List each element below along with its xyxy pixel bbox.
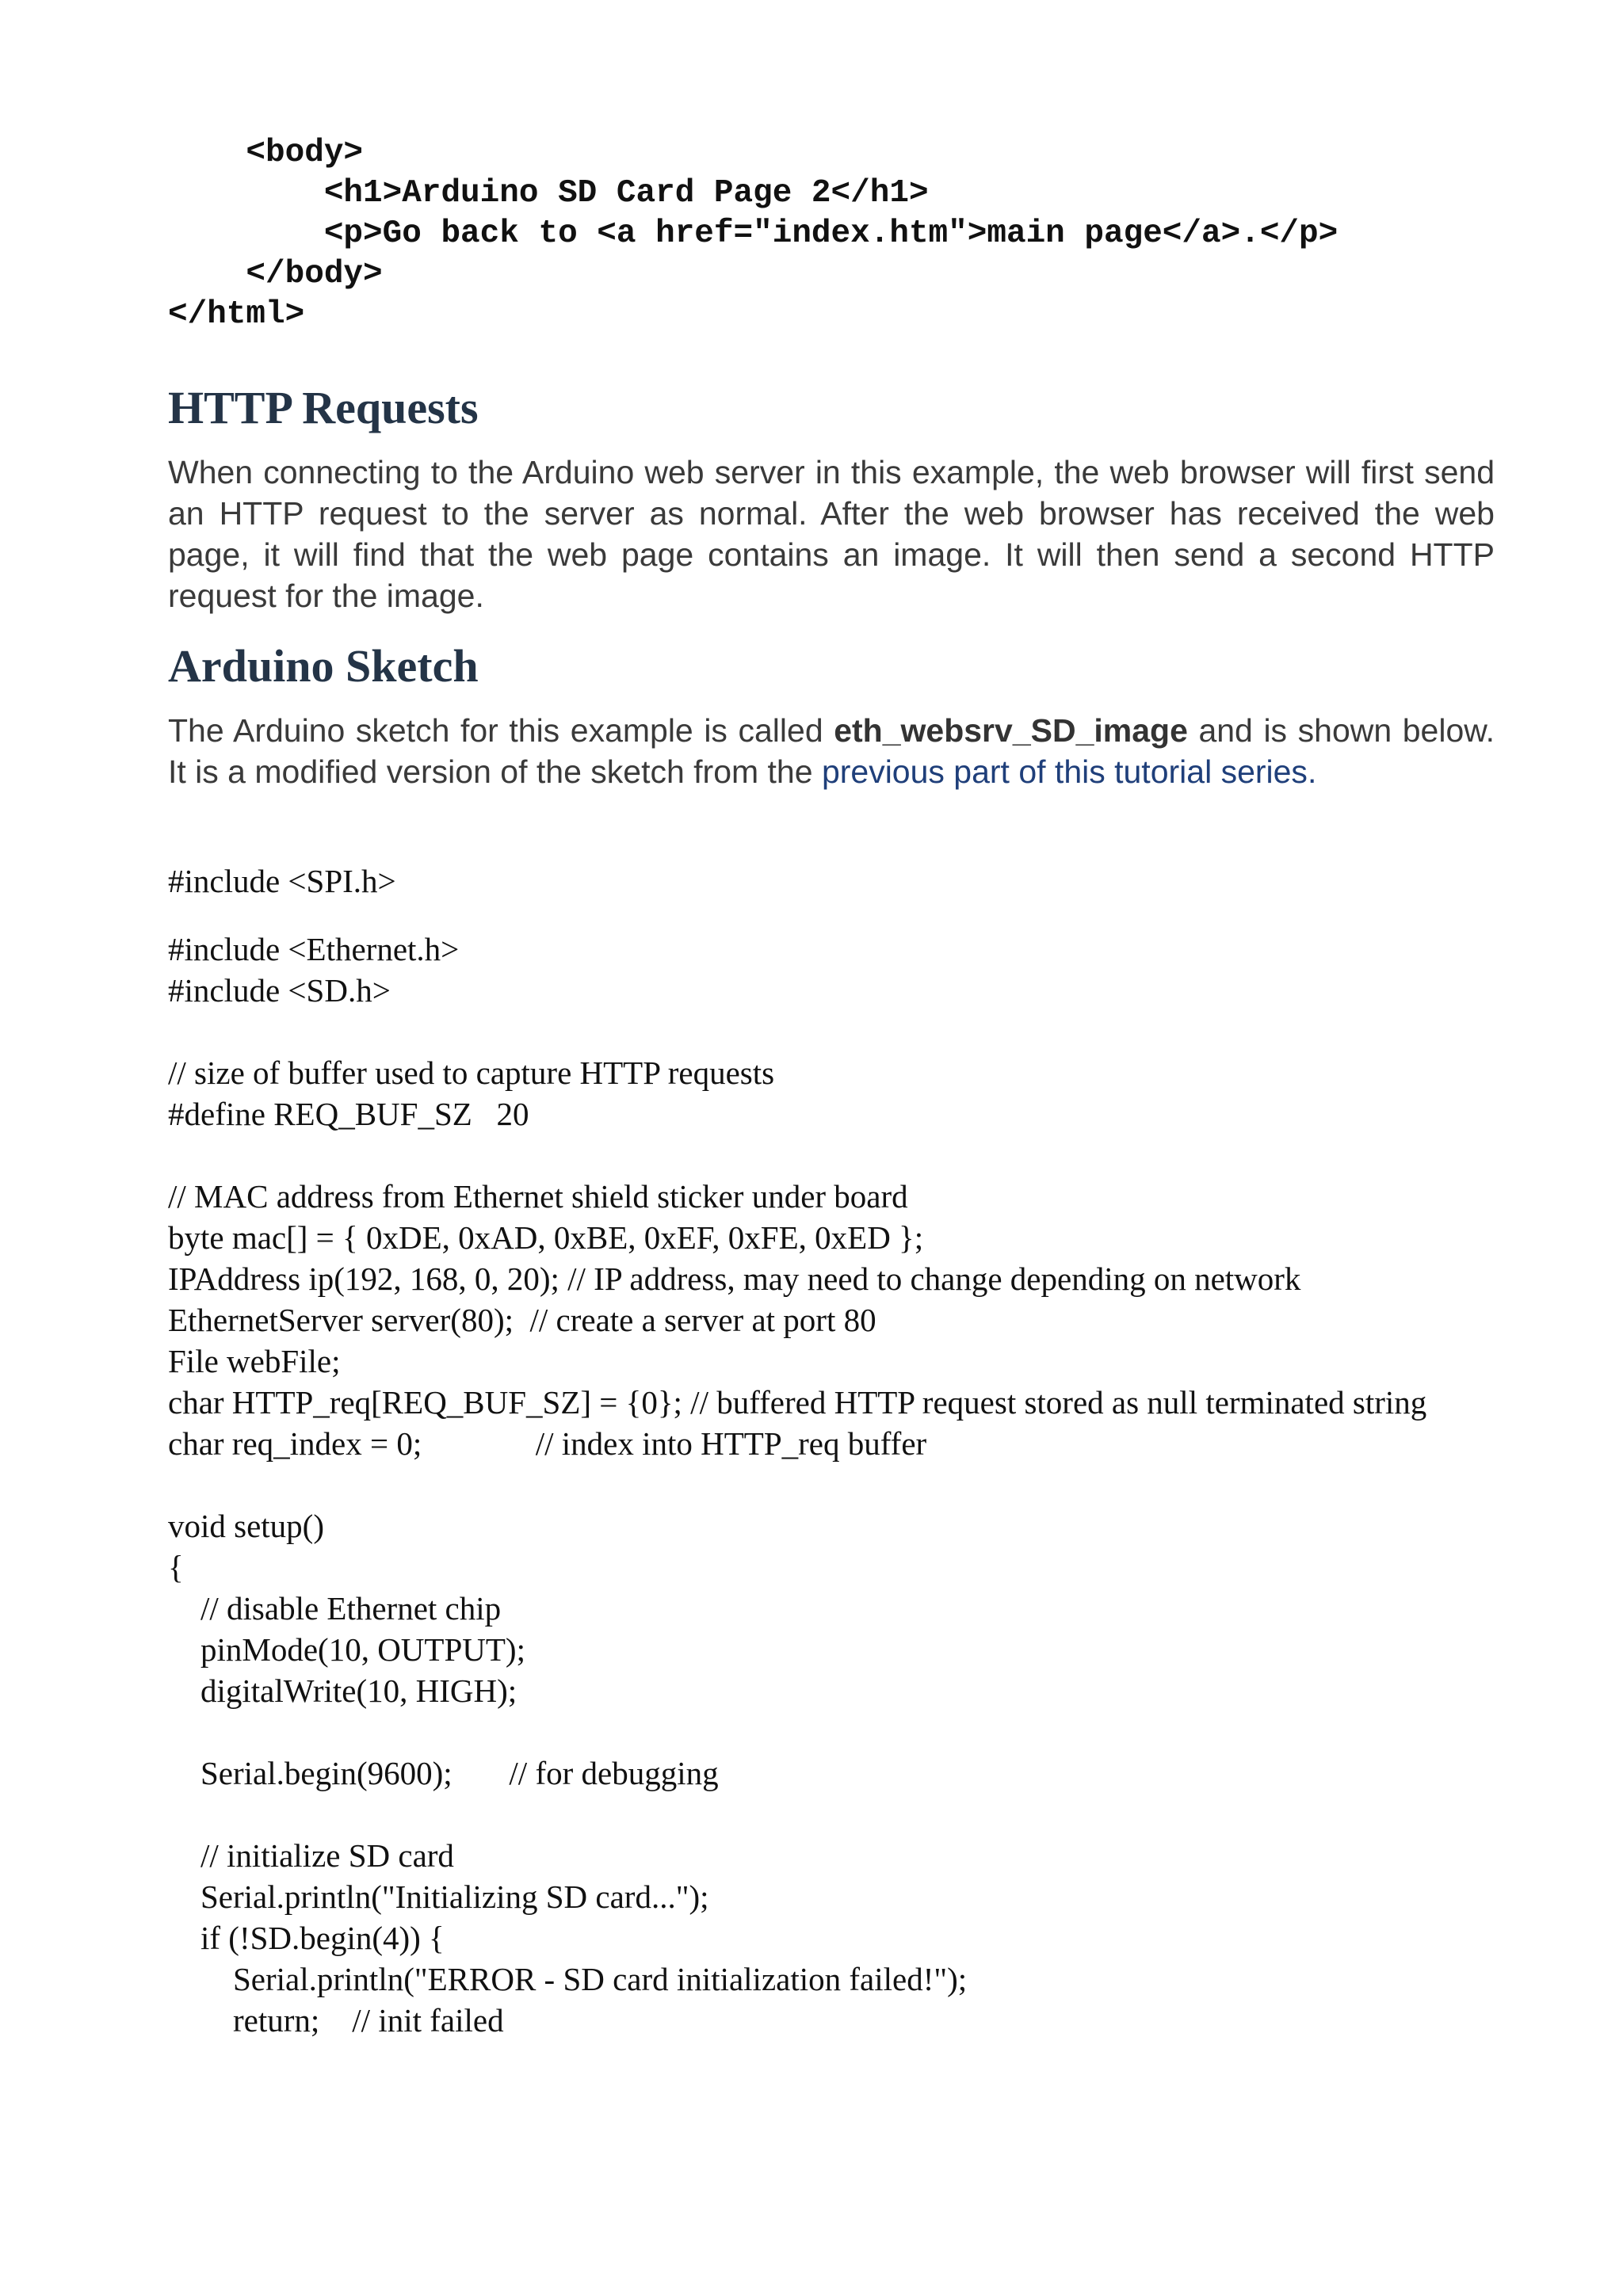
paragraph-text: The Arduino sketch for this example is called — [168, 712, 834, 749]
code-line: // MAC address from Ethernet shield sticker under board — [168, 1178, 908, 1215]
http-requests-paragraph: When connecting to the Arduino web server in this example, the web browser will first send an HTTP request to the server as normal. After the web browser has received the web page, it will find that the web page contains an image. It will then send a second HTTP request for the image. — [168, 454, 1495, 614]
code-line: Serial.begin(9600); // for debugging — [168, 1755, 719, 1791]
code-line: return; // init failed — [168, 2002, 504, 2039]
code-line: // size of buffer used to capture HTTP requests — [168, 1055, 775, 1091]
sketch-code-block — [168, 929, 1495, 2041]
code-line: // disable Ethernet chip — [168, 1590, 502, 1627]
code-line: byte mac[] = { 0xDE, 0xAD, 0xBE, 0xEF, 0xFE, 0xED }; — [168, 1219, 924, 1256]
code-line: #define REQ_BUF_SZ 20 — [168, 1096, 529, 1132]
code-line: EthernetServer server(80); // create a server at port 80 — [168, 1302, 876, 1338]
code-line: // initialize SD card — [168, 1837, 454, 1874]
code-line: #include <Ethernet.h> — [168, 931, 460, 967]
code-line: char HTTP_req[REQ_BUF_SZ] = {0}; // buffered HTTP request stored as null terminated string — [168, 1384, 1427, 1421]
code-line: <p>Go back to <a href="index.htm">main page</a>.</p> — [168, 215, 1338, 252]
code-line: <h1>Arduino SD Card Page 2</h1> — [168, 175, 929, 212]
code-line: IPAddress ip(192, 168, 0, 20); // IP address, may need to change depending on network — [168, 1261, 1301, 1297]
code-line: File webFile; — [168, 1343, 341, 1379]
code-line: char req_index = 0; // index into HTTP_req buffer — [168, 1425, 927, 1462]
code-line: digitalWrite(10, HIGH); — [168, 1672, 517, 1709]
html-code-block — [168, 133, 1338, 335]
code-line: </html> — [168, 296, 305, 333]
code-line: #include <SD.h> — [168, 972, 391, 1009]
code-line: void setup() — [168, 1508, 324, 1544]
code-line: Serial.println("Initializing SD card..."); — [168, 1878, 709, 1915]
previous-part-link[interactable]: previous part of this tutorial series — [821, 753, 1308, 790]
code-line: <body> — [168, 135, 364, 171]
code-line: Serial.println("ERROR - SD card initialization failed!"); — [168, 1961, 968, 1997]
blank-line — [168, 1464, 1495, 1505]
blank-line — [168, 1011, 1495, 1052]
code-line: pinMode(10, OUTPUT); — [168, 1631, 525, 1668]
blank-line — [168, 1135, 1495, 1176]
heading-arduino-sketch: Arduino Sketch — [168, 640, 479, 692]
sketch-name: eth_websrv_SD_image — [834, 712, 1188, 749]
sketch-first-line — [168, 860, 1495, 902]
blank-line — [168, 1711, 1495, 1753]
paragraph-period: . — [1307, 753, 1317, 790]
paragraph-text: and is shown below. It is a modified version of the sketch from the — [168, 712, 1495, 790]
code-line: if (!SD.begin(4)) { — [168, 1920, 445, 1956]
code-line: #include <SPI.h> — [168, 863, 396, 899]
blank-line — [168, 1794, 1495, 1835]
arduino-sketch-paragraph — [168, 710, 1495, 792]
code-line: { — [168, 1549, 184, 1585]
code-line: </body> — [168, 256, 383, 292]
heading-http-requests: HTTP Requests — [168, 382, 479, 433]
